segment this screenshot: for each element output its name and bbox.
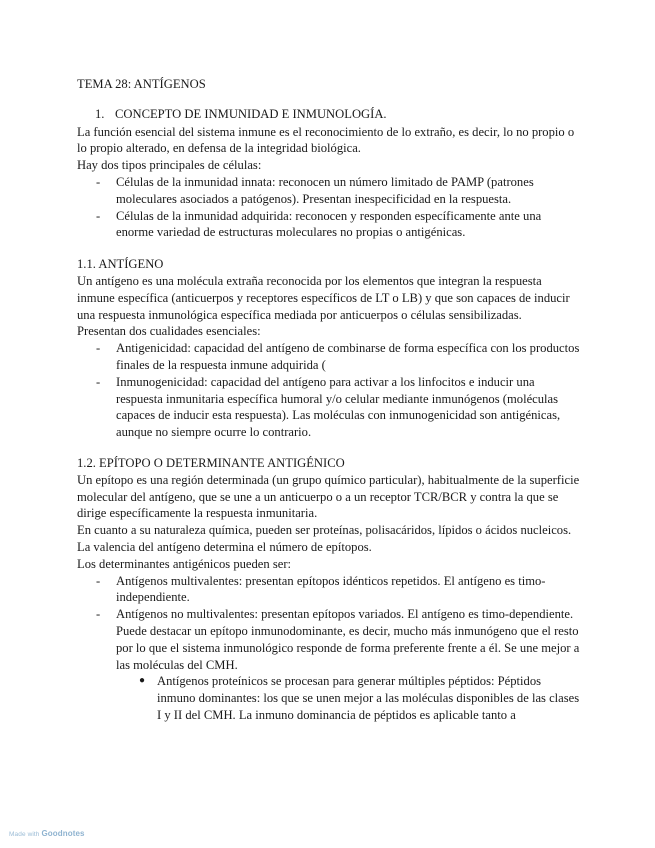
list-item-text: Antigenicidad: capacidad del antígeno de combinarse de forma específica con los productos finales de la respuesta inmune adquirida ( bbox=[116, 341, 580, 372]
list-item bbox=[77, 340, 582, 374]
watermark-made-with: Made with bbox=[9, 831, 40, 838]
section-1-2-list bbox=[77, 573, 582, 674]
list-item bbox=[77, 174, 582, 208]
document-title: TEMA 28: ANTÍGENOS bbox=[77, 77, 206, 91]
section-1-1-text: Un antígeno es una molécula extraña reconocida por los elementos que integran la respuesta inmune específica (anticuerpos y receptores específicos de LT o LB) y que son capaces de inducir una respuesta inmunológica específica mediada por anticuerpos o células sensibilizadas. bbox=[77, 273, 570, 322]
document-page bbox=[77, 76, 582, 724]
list-item bbox=[77, 606, 582, 673]
list-item bbox=[77, 208, 582, 242]
list-item-text: Antígenos no multivalentes: presentan epítopos variados. El antígeno es timo-dependiente. Puede destacar un epítopo inmunodominante, es decir, mucho más inmunógeno que el resto por lo que el sistema inmunológico responde de forma preferente frente a él. Se une mejor a las moléculas del CMH. bbox=[116, 607, 580, 672]
dash-marker: - bbox=[96, 573, 101, 588]
section-1-2-heading: 1.2. EPÍTOPO O DETERMINANTE ANTIGÉNICO bbox=[77, 455, 345, 470]
section-1-1-heading: 1.1. ANTÍGENO bbox=[77, 257, 164, 272]
section-1-1-qualities-intro: Presentan dos cualidades esenciales: bbox=[77, 324, 261, 339]
section-1-number: 1. bbox=[95, 106, 105, 121]
section-1-2-types-intro: Los determinantes antigénicos pueden ser: bbox=[77, 556, 292, 571]
list-item-text: Células de la inmunidad adquirida: reconocen y responden específicamente ante una enorme variedad de estructuras moleculares no propias o antigénicas. bbox=[116, 208, 542, 240]
dash-marker: - bbox=[96, 374, 101, 389]
section-1-intro: La función esencial del sistema inmune es el reconocimiento de lo extraño, es decir, lo no propio o lo propio alterado, en defensa de la integridad biológica. bbox=[77, 124, 575, 156]
sub-list-item bbox=[135, 673, 582, 723]
section-1-heading bbox=[77, 106, 582, 123]
dash-marker: - bbox=[96, 607, 101, 622]
list-item-text: Inmunogenicidad: capacidad del antígeno para activar a los linfocitos e inducir una respuesta inmunitaria específica humoral y/o celular mediante inmunógenos (moléculas capaces de inducir esta respuesta). Las moléculas con inmunogenicidad son antigénicas, aunque no siempre ocurre lo contrario. bbox=[116, 374, 561, 440]
list-item-text: Células de la inmunidad innata: reconocen un número limitado de PAMP (patrones moleculares asociados a patógenos). Presentan inespecificidad en la respuesta. bbox=[116, 174, 534, 206]
dash-marker: - bbox=[96, 341, 101, 356]
dash-marker: - bbox=[96, 208, 101, 223]
section-1-heading-text: CONCEPTO DE INMUNIDAD E INMUNOLOGÍA. bbox=[115, 106, 387, 121]
list-item bbox=[77, 573, 582, 607]
section-1-2-text-2: En cuanto a su naturaleza química, pueden ser proteínas, polisacáridos, lípidos o ácidos nucleicos. La valencia del antígeno determina el número de epítopos. bbox=[77, 523, 572, 554]
goodnotes-watermark bbox=[9, 826, 85, 844]
sub-list-item-text: Antígenos proteínicos se procesan para generar múltiples péptidos: Péptidos inmuno dominantes: los que se unen mejor a las moléculas disponibles de las clases I y II del CMH. La inmuno dominancia de péptidos es aplicable tanto a bbox=[157, 674, 580, 722]
section-1-2-text-1: Un epítopo es una región determinada (un grupo químico particular), habitualmente de la superficie molecular del antígeno, que se une a un anticuerpo o a un receptor TCR/BCR y contra la que se dirige específicamente la respuesta inmunitaria. bbox=[77, 472, 580, 521]
section-1-2-sublist bbox=[77, 673, 582, 723]
dash-marker: - bbox=[96, 174, 101, 189]
section-1-1-list bbox=[77, 340, 582, 441]
watermark-brand: Goodnotes bbox=[41, 829, 85, 838]
section-1-list bbox=[77, 174, 582, 241]
bullet-marker: ● bbox=[139, 675, 146, 687]
list-item-text: Antígenos multivalentes: presentan epítopos idénticos repetidos. El antígeno es timo-independiente. bbox=[116, 573, 546, 605]
list-item bbox=[77, 374, 582, 441]
section-1-types-intro: Hay dos tipos principales de células: bbox=[77, 158, 262, 173]
